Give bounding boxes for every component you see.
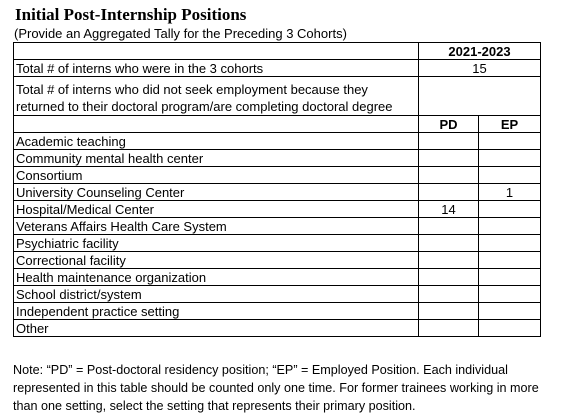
table-row	[14, 133, 541, 150]
ep-cell	[479, 167, 541, 184]
ep-cell	[479, 201, 541, 218]
pd-cell	[419, 320, 479, 337]
table-row	[14, 269, 541, 286]
pd-cell	[419, 269, 479, 286]
ep-cell	[479, 286, 541, 303]
column-header-ep: EP	[479, 116, 541, 133]
setting-label: Psychiatric facility	[14, 235, 419, 252]
column-header-row	[14, 116, 541, 133]
table-row	[14, 150, 541, 167]
ep-cell	[479, 320, 541, 337]
pd-cell: 14	[419, 201, 479, 218]
total-interns-label: Total # of interns who were in the 3 cohorts	[14, 60, 419, 77]
pd-cell	[419, 286, 479, 303]
ep-cell	[479, 133, 541, 150]
pd-cell	[419, 150, 479, 167]
footnote: Note: “PD” = Post-doctoral residency position; “EP” = Employed Position. Each individual represented in this table should be counted only one time. For former trainees working in more than one setting, select the setting that represents their primary position.	[13, 363, 539, 413]
pd-cell	[419, 303, 479, 320]
did-not-seek-label: Total # of interns who did not seek employment because they returned to their doctoral program/are completing doctoral degree	[14, 77, 419, 116]
setting-label: Academic teaching	[14, 133, 419, 150]
table-row	[14, 320, 541, 337]
pd-cell	[419, 133, 479, 150]
table-row	[14, 201, 541, 218]
ep-cell	[479, 269, 541, 286]
setting-label: Correctional facility	[14, 252, 419, 269]
pd-cell	[419, 252, 479, 269]
table-row	[14, 184, 541, 201]
did-not-seek-row	[14, 77, 541, 116]
pd-cell	[419, 218, 479, 235]
page-subtitle: (Provide an Aggregated Tally for the Preceding 3 Cohorts)	[14, 26, 347, 41]
table-row	[14, 286, 541, 303]
year-header: 2021-2023	[419, 43, 541, 60]
column-header-pd: PD	[419, 116, 479, 133]
pd-cell	[419, 167, 479, 184]
ep-cell: 1	[479, 184, 541, 201]
setting-label: Independent practice setting	[14, 303, 419, 320]
setting-label: Hospital/Medical Center	[14, 201, 419, 218]
column-header-blank	[14, 116, 419, 133]
ep-cell	[479, 252, 541, 269]
year-header-blank	[14, 43, 419, 60]
table-row	[14, 252, 541, 269]
ep-cell	[479, 218, 541, 235]
ep-cell	[479, 303, 541, 320]
setting-label: School district/system	[14, 286, 419, 303]
setting-label: University Counseling Center	[14, 184, 419, 201]
setting-label: Consortium	[14, 167, 419, 184]
table-row	[14, 167, 541, 184]
setting-label: Community mental health center	[14, 150, 419, 167]
table-row	[14, 218, 541, 235]
pd-cell	[419, 235, 479, 252]
table-row	[14, 303, 541, 320]
total-interns-row	[14, 60, 541, 77]
pd-cell	[419, 184, 479, 201]
setting-label: Other	[14, 320, 419, 337]
setting-label: Veterans Affairs Health Care System	[14, 218, 419, 235]
setting-label: Health maintenance organization	[14, 269, 419, 286]
year-header-row	[14, 43, 541, 60]
did-not-seek-value	[419, 77, 541, 116]
table-row	[14, 235, 541, 252]
positions-table	[13, 42, 541, 337]
ep-cell	[479, 150, 541, 167]
ep-cell	[479, 235, 541, 252]
page-title: Initial Post-Internship Positions	[15, 5, 247, 24]
total-interns-value: 15	[419, 60, 541, 77]
